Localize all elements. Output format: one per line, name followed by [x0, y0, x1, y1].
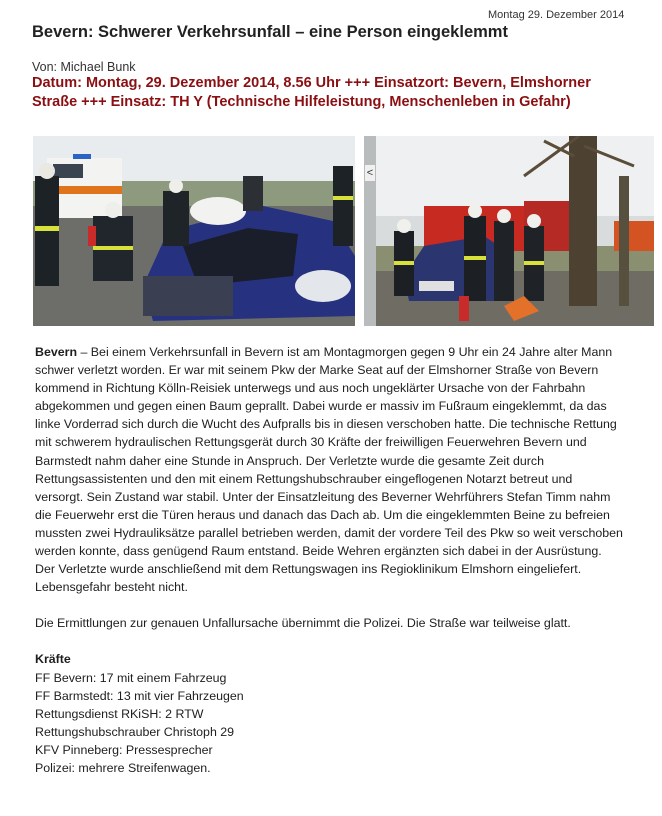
forces-item: FF Bevern: 17 mit einem Fahrzeug	[35, 670, 227, 685]
forces-heading: Kräfte	[35, 652, 71, 667]
article-lead-place: Bevern	[35, 345, 78, 359]
forces-item: FF Barmstedt: 13 mit vier Fahrzeugen	[35, 688, 244, 703]
incident-meta: Datum: Montag, 29. Dezember 2014, 8.56 Uhr +++ Einsatzort: Bevern, Elmshorner Straße +++ Einsatz: TH Y (Technische Hilfeleistung, Menschenleben in Gefahr)	[32, 75, 591, 110]
forces-list	[35, 669, 623, 778]
gallery-prev-button[interactable]: <	[364, 164, 376, 182]
article-lead-text: – Bei einem Verkehrsunfall in Bevern ist am Montagmorgen gegen 9 Uhr ein 24 Jahre alter Mann schwer verletzt worden. Er war mit seinem Pkw der Marke Seat auf der Elmshorner Straße von Bevern kommend in Richtung Kölln-Reisiek unterwegs und aus noch ungeklärter Ursache von der Fahrbahn abgekommen und gegen einen Baum geprallt. Dabei wurde er massiv im Fußraum eingeklemmt, da das linke Vorderrad sich durch die Wucht des Aufpralls bis in diesen verschoben hatte. Die technische Rettung mit schwerem hydraulischen Rettungsgerät durch 30 Kräfte der freiwilligen Feuerwehren Bevern und Barmstedt nahm daher eine Stunde in Anspruch. Der Verletzte wurde die gesamte Zeit durch Rettungsassistenten und den mit einem Rettungshubschrauber eingeflogenen Notarzt betreut und versorgt. Sein Zustand war stabil. Unter der Einsatzleitung des Beverner Wehrführers Stefan Timm nahm die Feuerwehr erst die Türen heraus und danach das Dach ab. Um die eingeklemmten Beine zu befreien mussten zwei Hydrauliksätze parallel betrieben werden, damit der vordere Teil des Pkw so weit verschoben werden konnte, dass genügend Raum entstand. Beide Wehren ergänzten sich dabei in der Ausrüstung. Der Verletzte wurde anschließend mit dem Rettungswagen ins Regioklinikum Elmshorn eingeliefert. Lebensgefahr besteht nicht.	[35, 345, 623, 595]
article-body	[35, 343, 623, 777]
forces-item: Rettungshubschrauber Christoph 29	[35, 724, 235, 739]
article-paragraph-1	[35, 343, 623, 596]
article-paragraph-2: Die Ermittlungen zur genauen Unfallursache übernimmt die Polizei. Die Straße war teilweise glatt.	[35, 616, 571, 631]
photo-rescue-wreck[interactable]	[33, 136, 355, 326]
author-line: Von: Michael Bunk	[32, 60, 136, 74]
publication-date: Montag 29. Dezember 2014	[488, 9, 625, 21]
forces-item: KFV Pinneberg: Pressesprecher	[35, 742, 213, 757]
photo-rescue-wreck-image	[33, 136, 355, 326]
photo-scene-overview-image	[364, 136, 654, 326]
forces-item: Rettungsdienst RKiSH: 2 RTW	[35, 706, 204, 721]
article-headline: Bevern: Schwerer Verkehrsunfall – eine Person eingeklemmt	[32, 23, 508, 41]
photo-scene-overview[interactable]	[364, 136, 654, 326]
forces-item: Polizei: mehrere Streifenwagen.	[35, 760, 211, 775]
